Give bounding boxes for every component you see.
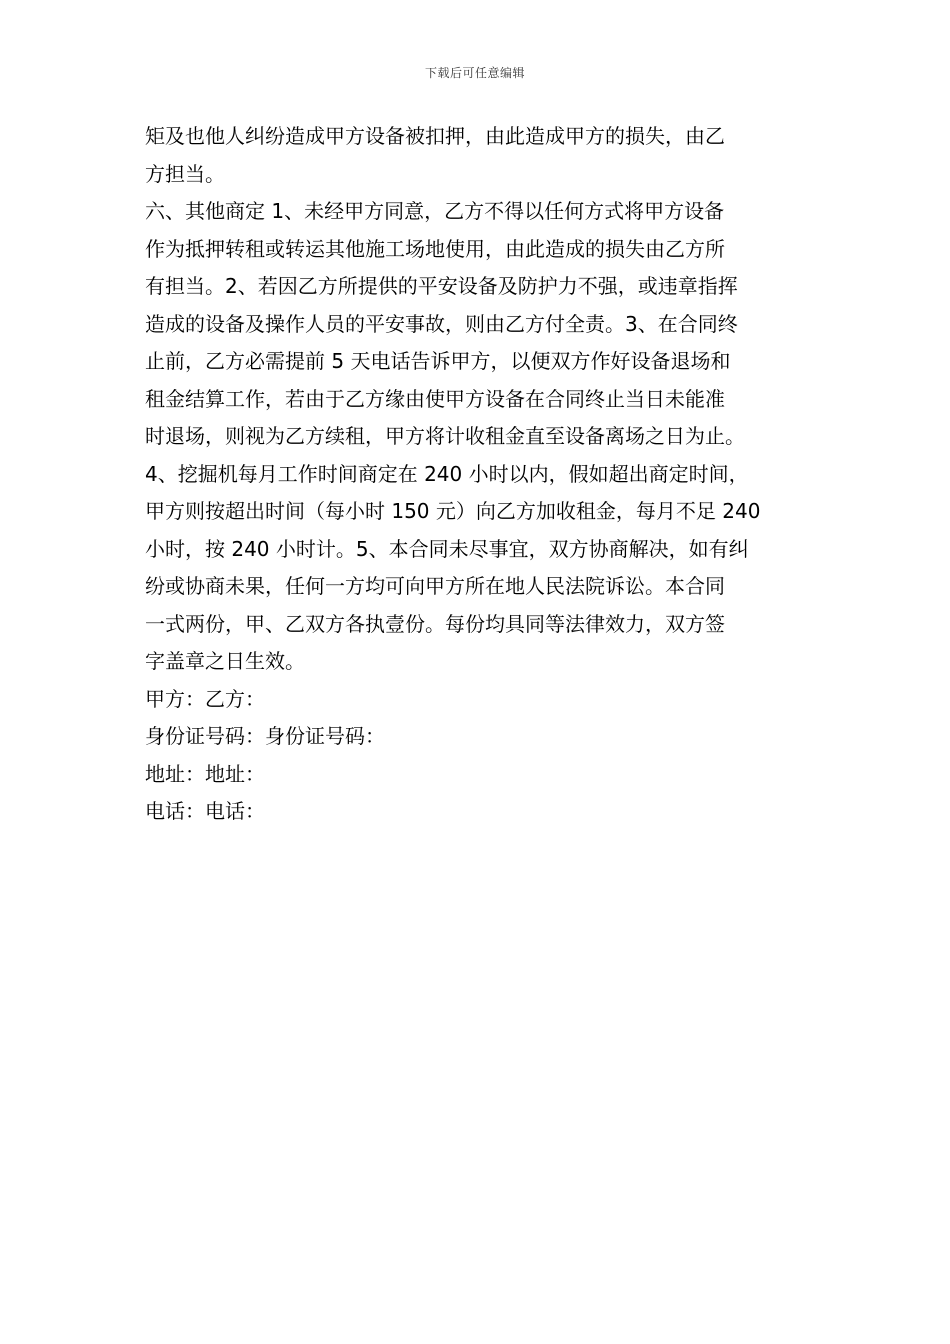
- body-line: 时退场，则视为乙方续租，甲方将计收租金直至设备离场之日为止。: [145, 424, 745, 448]
- page-header-note: 下载后可任意编辑: [424, 66, 525, 80]
- body-line: 方担当。: [145, 161, 225, 186]
- body-line: 字盖章之日生效。: [145, 649, 305, 673]
- body-line: 纷或协商未果，任何一方均可向甲方所在地人民法院诉讼。本合同: [145, 574, 725, 598]
- body-line: 租金结算工作，若由于乙方缘由使甲方设备在合同终止当日未能准: [145, 386, 725, 411]
- body-line: 甲方则按超出时间（每小时 150 元）向乙方加收租金，每月不足 240: [145, 499, 761, 523]
- signature-parties: 甲方：乙方：: [145, 686, 265, 711]
- body-line: 作为抵押转租或转运其他施工场地使用，由此造成的损失由乙方所: [145, 236, 725, 261]
- body-line: 造成的设备及操作人员的平安事故，则由乙方付全责。3、在合同终: [145, 311, 738, 336]
- signature-id-number: 身份证号码：身份证号码：: [145, 724, 385, 748]
- signature-phone: 电话：电话：: [145, 799, 265, 823]
- body-line: 止前，乙方必需提前 5 天电话告诉甲方，以便双方作好设备退场和: [145, 349, 731, 373]
- signature-address: 地址：地址：: [145, 761, 265, 786]
- body-line: 有担当。2、若因乙方所提供的平安设备及防护力不强，或违章指挥: [145, 274, 738, 298]
- body-line: 小时，按 240 小时计。5、本合同未尽事宜，双方协商解决，如有纠: [145, 536, 749, 561]
- document-body: [145, 118, 815, 831]
- signature-block: [145, 681, 815, 831]
- body-line: 矩及也他人纠纷造成甲方设备被扣押，由此造成甲方的损失，由乙: [145, 124, 725, 148]
- body-line: 4、挖掘机每月工作时间商定在 240 小时以内，假如超出商定时间，: [145, 461, 749, 486]
- body-line: 一式两份，甲、乙双方各执壹份。每份均具同等法律效力，双方签: [145, 611, 725, 636]
- body-line: 六、其他商定 1、未经甲方同意，乙方不得以任何方式将甲方设备: [145, 199, 725, 223]
